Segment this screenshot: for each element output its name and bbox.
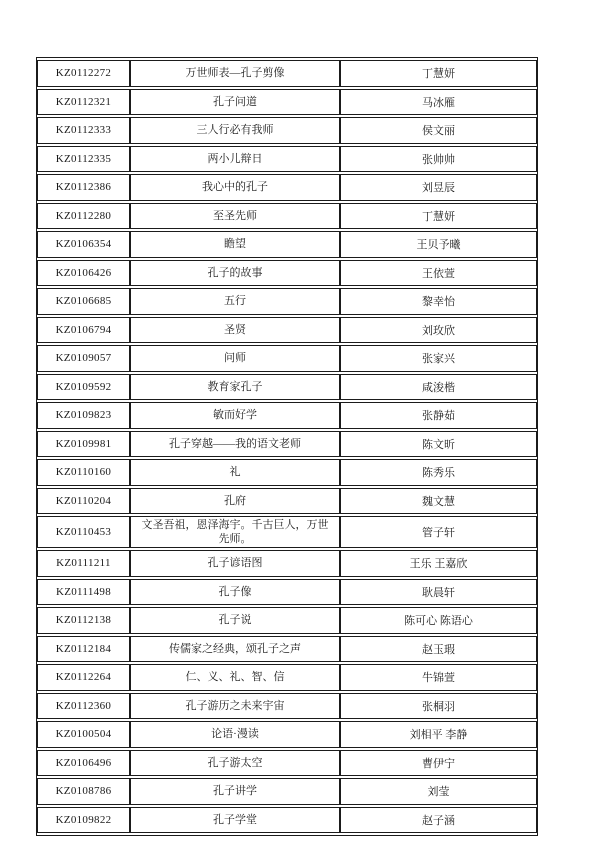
table-row: [37, 607, 537, 634]
table-row: [37, 488, 537, 515]
table-row: [37, 721, 537, 748]
table-row: [37, 146, 537, 173]
id-cell: KZ0112386: [37, 174, 130, 201]
table-row: [37, 750, 537, 777]
table-row: [37, 579, 537, 606]
table-row: [37, 516, 537, 548]
id-cell: KZ0106426: [37, 260, 130, 287]
title-cell: 教育家孔子: [130, 374, 340, 401]
id-cell: KZ0106794: [37, 317, 130, 344]
title-cell: 礼: [130, 459, 340, 486]
id-cell: KZ0111211: [37, 550, 130, 577]
table-row: [37, 664, 537, 691]
authors-cell: 丁慧妍: [340, 203, 537, 230]
authors-cell: 陈文昕: [340, 431, 537, 458]
id-cell: KZ0106354: [37, 231, 130, 258]
table-row: [37, 203, 537, 230]
id-cell: KZ0112264: [37, 664, 130, 691]
id-cell: KZ0109592: [37, 374, 130, 401]
authors-cell: 张帅帅: [340, 146, 537, 173]
table-row: [37, 459, 537, 486]
id-cell: KZ0112184: [37, 636, 130, 663]
table-row: [37, 288, 537, 315]
title-cell: 传儒家之经典，颂孔子之声: [130, 636, 340, 663]
table-row: [37, 807, 537, 834]
title-cell: 五行: [130, 288, 340, 315]
title-cell: 至圣先师: [130, 203, 340, 230]
table-body: [37, 60, 537, 833]
id-cell: KZ0112138: [37, 607, 130, 634]
table-row: [37, 345, 537, 372]
title-cell: 孔子谚语图: [130, 550, 340, 577]
id-cell: KZ0106496: [37, 750, 130, 777]
table-row: [37, 117, 537, 144]
id-cell: KZ0106685: [37, 288, 130, 315]
table-row: [37, 431, 537, 458]
authors-cell: 王乐 王嘉欣: [340, 550, 537, 577]
id-cell: KZ0112272: [37, 60, 130, 87]
title-cell: 论语·漫读: [130, 721, 340, 748]
title-cell: 问师: [130, 345, 340, 372]
id-cell: KZ0112360: [37, 693, 130, 720]
title-cell: 万世师表—孔子剪像: [130, 60, 340, 87]
authors-cell: 侯文丽: [340, 117, 537, 144]
authors-cell: 黎幸怡: [340, 288, 537, 315]
authors-cell: 陈秀乐: [340, 459, 537, 486]
table-row: [37, 693, 537, 720]
id-cell: KZ0109822: [37, 807, 130, 834]
id-cell: KZ0111498: [37, 579, 130, 606]
table-row: [37, 89, 537, 116]
authors-cell: 刘相平 李静: [340, 721, 537, 748]
id-cell: KZ0100504: [37, 721, 130, 748]
id-cell: KZ0112280: [37, 203, 130, 230]
authors-cell: 刘玫欣: [340, 317, 537, 344]
title-cell: 孔府: [130, 488, 340, 515]
authors-cell: 曹伊宁: [340, 750, 537, 777]
id-cell: KZ0110453: [37, 516, 130, 548]
id-cell: KZ0109981: [37, 431, 130, 458]
table-row: [37, 402, 537, 429]
title-cell: 孔子游太空: [130, 750, 340, 777]
authors-cell: 耿晨轩: [340, 579, 537, 606]
title-cell: 孔子的故事: [130, 260, 340, 287]
title-cell: 孔子像: [130, 579, 340, 606]
authors-cell: 马冰雁: [340, 89, 537, 116]
authors-cell: 魏文慧: [340, 488, 537, 515]
authors-cell: 陈可心 陈语心: [340, 607, 537, 634]
title-cell: 两小儿辩日: [130, 146, 340, 173]
id-cell: KZ0110204: [37, 488, 130, 515]
title-cell: 我心中的孔子: [130, 174, 340, 201]
table-row: [37, 374, 537, 401]
title-cell: 敏而好学: [130, 402, 340, 429]
authors-cell: 赵子涵: [340, 807, 537, 834]
authors-cell: 丁慧妍: [340, 60, 537, 87]
title-cell: 圣贤: [130, 317, 340, 344]
id-cell: KZ0112333: [37, 117, 130, 144]
authors-cell: 赵玉瑕: [340, 636, 537, 663]
table-row: [37, 174, 537, 201]
authors-cell: 张桐羽: [340, 693, 537, 720]
authors-cell: 张静茹: [340, 402, 537, 429]
table-row: [37, 550, 537, 577]
authors-cell: 牛锦萱: [340, 664, 537, 691]
title-cell: 孔子说: [130, 607, 340, 634]
title-cell: 孔子游历之未来宇宙: [130, 693, 340, 720]
table-row: [37, 636, 537, 663]
title-cell: 孔子讲学: [130, 778, 340, 805]
title-cell: 孔子问道: [130, 89, 340, 116]
table-row: [37, 778, 537, 805]
table-row: [37, 231, 537, 258]
id-cell: KZ0109057: [37, 345, 130, 372]
authors-cell: 管子轩: [340, 516, 537, 548]
title-cell: 孔子穿越——我的语文老师: [130, 431, 340, 458]
table-row: [37, 260, 537, 287]
id-cell: KZ0112335: [37, 146, 130, 173]
title-cell: 三人行必有我师: [130, 117, 340, 144]
submissions-table: [36, 57, 538, 836]
id-cell: KZ0108786: [37, 778, 130, 805]
authors-cell: 咸浚楷: [340, 374, 537, 401]
title-cell: 瞻望: [130, 231, 340, 258]
authors-cell: 刘莹: [340, 778, 537, 805]
id-cell: KZ0112321: [37, 89, 130, 116]
id-cell: KZ0110160: [37, 459, 130, 486]
table-row: [37, 317, 537, 344]
authors-cell: 王依萱: [340, 260, 537, 287]
authors-cell: 刘昱辰: [340, 174, 537, 201]
authors-cell: 王贝予曦: [340, 231, 537, 258]
table-row: [37, 60, 537, 87]
title-cell: 文圣吾祖，恩泽海宇。千古巨人，万世先师。: [130, 516, 340, 548]
title-cell: 孔子学堂: [130, 807, 340, 834]
title-cell: 仁、义、礼、智、信: [130, 664, 340, 691]
authors-cell: 张家兴: [340, 345, 537, 372]
id-cell: KZ0109823: [37, 402, 130, 429]
